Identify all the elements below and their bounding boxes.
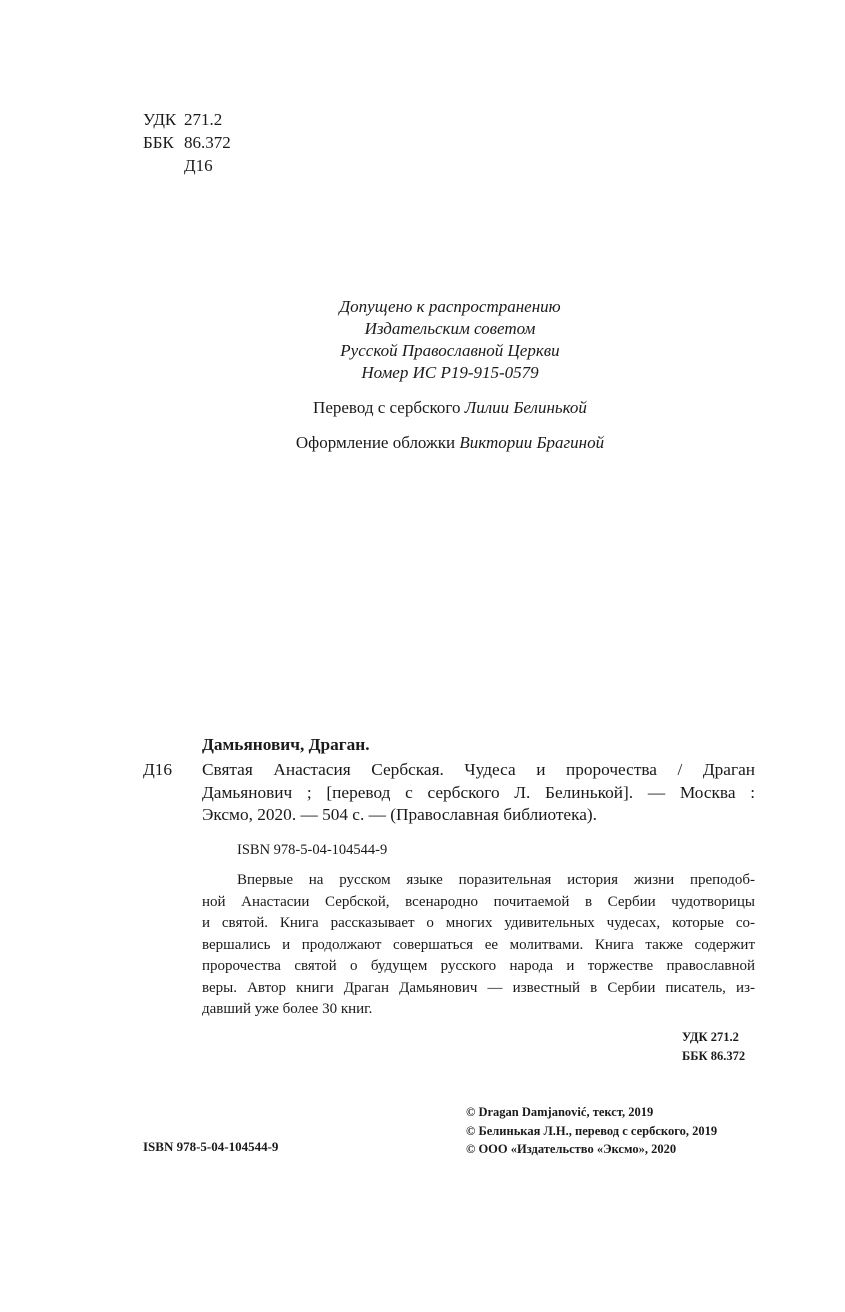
author-code-row <box>143 154 231 177</box>
cover-designer-name: Виктории Брагиной <box>459 433 605 452</box>
annotation-line: и святой. Книга рассказывает о многих удивительных чудесах, которые со- <box>202 915 755 931</box>
approval-line: Допущено к распространению <box>339 297 561 316</box>
author-code: Д16 <box>184 156 213 175</box>
copyright-block <box>466 1103 717 1159</box>
annotation <box>202 870 755 1021</box>
copyright-line: © ООО «Издательство «Эксмо», 2020 <box>466 1142 677 1156</box>
bib-isbn: ISBN 978-5-04-104544-9 <box>237 842 388 858</box>
cover-prefix: Оформление обложки <box>295 433 456 452</box>
bib-description-line: Эксмо, 2020. — 504 с. — (Православная библиотека). <box>202 805 597 824</box>
translator-name: Лилии Белинькой <box>464 398 587 417</box>
copyright-line: © Dragan Damjanović, текст, 2019 <box>466 1105 654 1119</box>
approval-line: Русской Православной Церкви <box>340 341 560 360</box>
annotation-line: Впервые на русском языке поразительная история жизни преподоб- <box>237 872 755 888</box>
annotation-line: веры. Автор книги Драган Дамьянович — известный в Сербии писатель, из- <box>202 979 755 996</box>
bib-description-line: Святая Анастасия Сербская. Чудеса и пророчества / Драган <box>202 760 755 779</box>
translation-credit <box>0 397 845 419</box>
udk-value: 271.2 <box>184 110 223 129</box>
bib-description <box>202 759 755 827</box>
bbk-label: ББК <box>143 133 174 152</box>
bbk-bottom: ББК 86.372 <box>682 1049 746 1063</box>
bbk-value: 86.372 <box>184 133 231 152</box>
bib-author: Дамьянович, Драган. <box>202 735 370 754</box>
classification-block-bottom <box>682 1028 745 1066</box>
approval-notice <box>0 296 845 384</box>
udk-row <box>143 108 231 131</box>
cover-credit <box>0 432 845 454</box>
bib-code: Д16 <box>143 760 173 779</box>
approval-line: Номер ИС Р19-915-0579 <box>361 363 539 382</box>
bbk-row <box>143 131 231 154</box>
annotation-line: пророчества святой о будущем русского народа и торжестве православной <box>202 958 755 974</box>
classification-block-top <box>143 108 231 177</box>
translation-prefix: Перевод с сербского <box>313 398 461 417</box>
approval-line: Издательским советом <box>364 319 536 338</box>
annotation-line: вершались и продолжают совершаться ее молитвами. Книга также содержит <box>202 936 755 953</box>
udk-label: УДК <box>143 110 177 129</box>
bib-description-line: Дамьянович ; [перевод с сербского Л. Белинькой]. — Москва : <box>202 782 755 802</box>
footer-isbn: ISBN 978-5-04-104544-9 <box>143 1139 279 1154</box>
copyright-line: © Белинькая Л.Н., перевод с сербского, 2019 <box>466 1123 718 1138</box>
annotation-line: давший уже более 30 книг. <box>202 1001 373 1017</box>
annotation-line: ной Анастасии Сербской, всенародно почитаемой в Сербии чудотворицы <box>202 893 755 910</box>
udk-bottom: УДК 271.2 <box>682 1030 739 1044</box>
